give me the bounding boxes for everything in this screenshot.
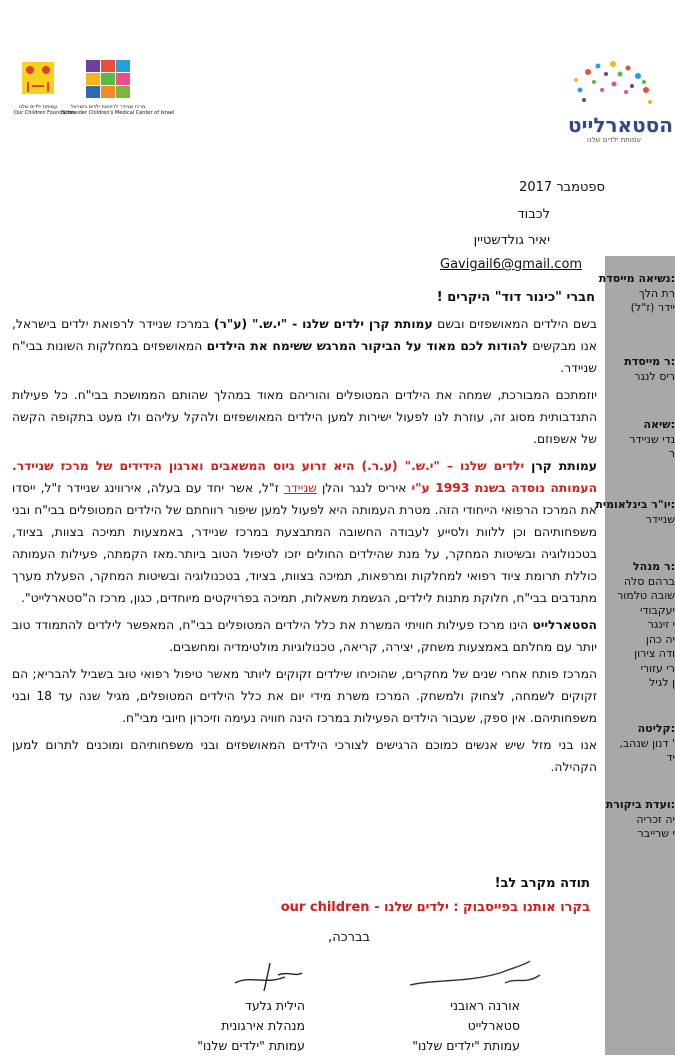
sidebar-member-name: יידר (ז"ל) — [630, 301, 675, 314]
paragraph-6: אנו בני מזל שיש אנשים כמוכם הרגישים לצורכי הילדים המאושפזים ובני משפחותיהם ומוכנים לתרום למען הקהילה. — [12, 738, 597, 774]
p1-thanks-text: להודות לכם מאוד על הביקור המרגש ששימח את הילדים — [206, 339, 528, 353]
sidebar-section — [599, 560, 675, 691]
thanks-line: תודה מקרב לב! — [494, 876, 590, 891]
signer-right-name: אורנה ראובני — [450, 998, 520, 1013]
sidebar-member-name: רי עזורי — [640, 661, 675, 675]
sidebar-member-name: ן לגיל — [649, 676, 675, 689]
signature-left — [195, 996, 305, 1056]
closing-blessing: בברכה, — [328, 930, 370, 945]
sidebar-member-name: יה כהן — [645, 632, 675, 646]
paragraph-4 — [12, 614, 597, 658]
puzzle-figure-icon — [14, 58, 62, 100]
p3-schneider-name: שניידר — [284, 481, 317, 495]
handwritten-signature-icon — [230, 955, 310, 995]
star-dots-icon — [568, 60, 660, 110]
letter-greeting: חברי "כינור דוד" היקרים ! — [436, 290, 595, 305]
sidebar-section-heading: :קליטה — [637, 722, 675, 735]
sidebar-member-name: נדי שניידר — [629, 432, 675, 446]
p4-starlight: הסטארלייט — [532, 618, 597, 632]
signer-left-org: עמותת "ילדים שלנו" — [197, 1038, 305, 1053]
sidebar-member-name: רת הלך — [638, 286, 675, 300]
signer-left-role: מנהלת אירגונית — [221, 1018, 305, 1033]
p1-text-e: המאושפזים במחלקות השונות בבי"ח שניידר. — [12, 339, 597, 375]
signer-right-role: סטארלייט — [467, 1018, 520, 1033]
p3-text-c: איריס לנגר והלן — [316, 481, 412, 495]
sidebar-section-heading: :ר מייסדת — [624, 355, 675, 368]
sidebar-member-name: ודה צירון — [634, 647, 675, 660]
sidebar-member-name: יה זכריה — [636, 812, 675, 826]
letter-date: ספטמבר 2017 — [519, 180, 605, 195]
our-children-logo — [14, 58, 76, 116]
facebook-link[interactable]: our children — [280, 900, 370, 915]
p1-text-c: במרכז שניידר לרפואת ילדים בישראל, אנו מבקשים — [12, 317, 597, 353]
sidebar-section — [599, 722, 675, 766]
p1-text-a: בשם הילדים המאושפזים ובשם — [432, 317, 598, 331]
paragraph-3 — [12, 455, 597, 609]
paragraph-2: יוזמתכם המבורכת, שמחה את הילדים המטופלים והוריהם מאוד במהלך שהותם הממושכת בבי"ח. כל פעילות התנדבותית מסוג זה, עוזרת לנו לפעול ישירות למען הילדים המאושפזים ולהקל עליהם ולו מעט בתקופה הקשה של אשפוזם. — [12, 388, 597, 446]
sidebar-member-name: ריס לנגר — [634, 369, 675, 383]
sidebar-section — [599, 272, 675, 316]
sidebar-section-heading: :ועדת ביקורת — [605, 798, 675, 811]
schneider-logo — [62, 58, 175, 116]
starlight-logo-name: הסטארלייט — [568, 113, 673, 137]
sidebar-section — [599, 355, 675, 384]
p4-text: הינו מרכז פעילות חוויתי המשרת את כלל הילדים המטופלים בבי"ח, המאפשר לילדים להתמודד טוב יותר עם מחלתם באמצעות משחק, יצירה, קריאה, טכנולוגיות מולטימדיה ומחשבים. — [12, 618, 597, 654]
p3-text-e: ז"ל, אשר יחד עם בעלה, אירווינג שניידר ז"ל, ייסדו את המרכז הרפואי הייחודי הזה. מטרת העמותה היא לפעול למען שיפור רווחתם של הילדים המטופלים בבי"ח ובני משפחותיהם וכן ללוות ולסייע לעבודה החשובה המתבצעת במרכז שניידר, באמצעות תמיכה בצוות, בציוד, בטכנולוגיה ובשיטות המחקר, על מנת שהילדים החולים יזכו לטיפול הטוב ביותר.מאז הקמתה, פעילות העמותה כוללת תרומת ציוד רפואי למחלקות ומרפאות, תמיכה בצוות, בציוד, בטכנולוגיה ובשיטות המחקר, הפעלת מערך מתנדבים בבי"ח, חלוקת מתנות לילדים, הגשמת משאלות, תמיכה בפרויקטים מיוחדים, כגון, מרכז ה"סטארלייט". — [12, 481, 597, 605]
starlight-logo — [568, 60, 673, 145]
our-children-logo-name: עמותת ילדים שלנו — [18, 104, 58, 110]
facebook-text: בקרו אותנו בפייסבוק : ילדים שלנו - — [369, 900, 590, 915]
sidebar-section — [595, 498, 675, 527]
sidebar-member-name: יד — [666, 751, 675, 764]
our-children-logo-name-en: Our Children Foundation — [14, 110, 76, 116]
sidebar-member-name: שובה טלמור — [617, 589, 675, 602]
sidebar-section-heading: :ר מנהל — [632, 560, 675, 573]
signature-right — [410, 996, 520, 1056]
paragraph-1 — [12, 313, 597, 379]
recipient-name: יאיר גולדשטיין — [473, 233, 550, 248]
recipient-honorific: לכבוד — [517, 207, 550, 222]
p3-org-highlight: ילדים שלנו – "י.ש." (ע.ר.) היא זרוע גיוס המשאבים וארגון הידידים של מרכז שניידר. העמותה נוסדה בשנת 1993 ע"י — [12, 459, 598, 495]
handwritten-signature-icon — [405, 955, 545, 995]
sidebar-section — [599, 798, 675, 842]
signature-scribble-left — [230, 955, 310, 999]
sidebar-member-name: י זינגר — [647, 618, 675, 631]
schneider-logo-name-en: Schneider Children's Medical Center of Israel — [62, 110, 175, 116]
sidebar-section-heading: :יו"ר בינלאומית — [595, 498, 675, 511]
sidebar-member-name: ברהם סלה — [623, 574, 675, 588]
starlight-logo-sub: עמותת ילדים שלנו — [587, 136, 641, 144]
sidebar-member-name: י שרייבר — [637, 827, 675, 840]
sidebar-section-heading: :נשיאה מייסדת — [598, 272, 675, 285]
sidebar-member-name: יעקבודי — [640, 603, 675, 617]
p1-org-name: עמותת קרן ילדים שלנו - "י.ש." (ע"ר) — [213, 317, 433, 331]
paragraph-5: המרכז פותח אחרי שנים של מחקרים, שהוכיחו שילדים זקוקים ליותר מאשר טיפול רפואי טוב בשביל להבריא; הם זקוקים לשמחה, לצחוק ולמשחק. המרכז משרת מידי יום את כלל הילדים המטופלים, מגיל שנה עד 18 ובני משפחותיהם. אין ספק, שעבור הילדים הפעילות במרכז הינה חוויה נעימה וזיכרון חיובי מבי"ח. — [12, 667, 597, 725]
signer-left-name: הילית גלעד — [245, 998, 305, 1013]
facebook-line — [280, 900, 590, 915]
schneider-logo-name: מרכז שניידר לרפואת ילדים בישראל — [70, 104, 146, 110]
recipient-email-link[interactable]: Gavigail6@gmail.com — [440, 257, 583, 272]
letter-body — [12, 313, 597, 783]
signature-scribble-right — [405, 955, 545, 999]
puzzle-squares-icon — [84, 58, 132, 100]
sidebar-member-name: שניידר — [645, 512, 675, 526]
sidebar-member-name: ר — [668, 447, 675, 460]
sidebar-section-heading: :שיאה — [643, 418, 675, 431]
sidebar-member-name: ' דנון שנהב, — [619, 736, 675, 750]
p3-text-a: עמותת קרן — [524, 459, 597, 473]
signer-right-org: עמותת "ילדים שלנו" — [412, 1038, 520, 1053]
sidebar-section — [599, 418, 675, 462]
